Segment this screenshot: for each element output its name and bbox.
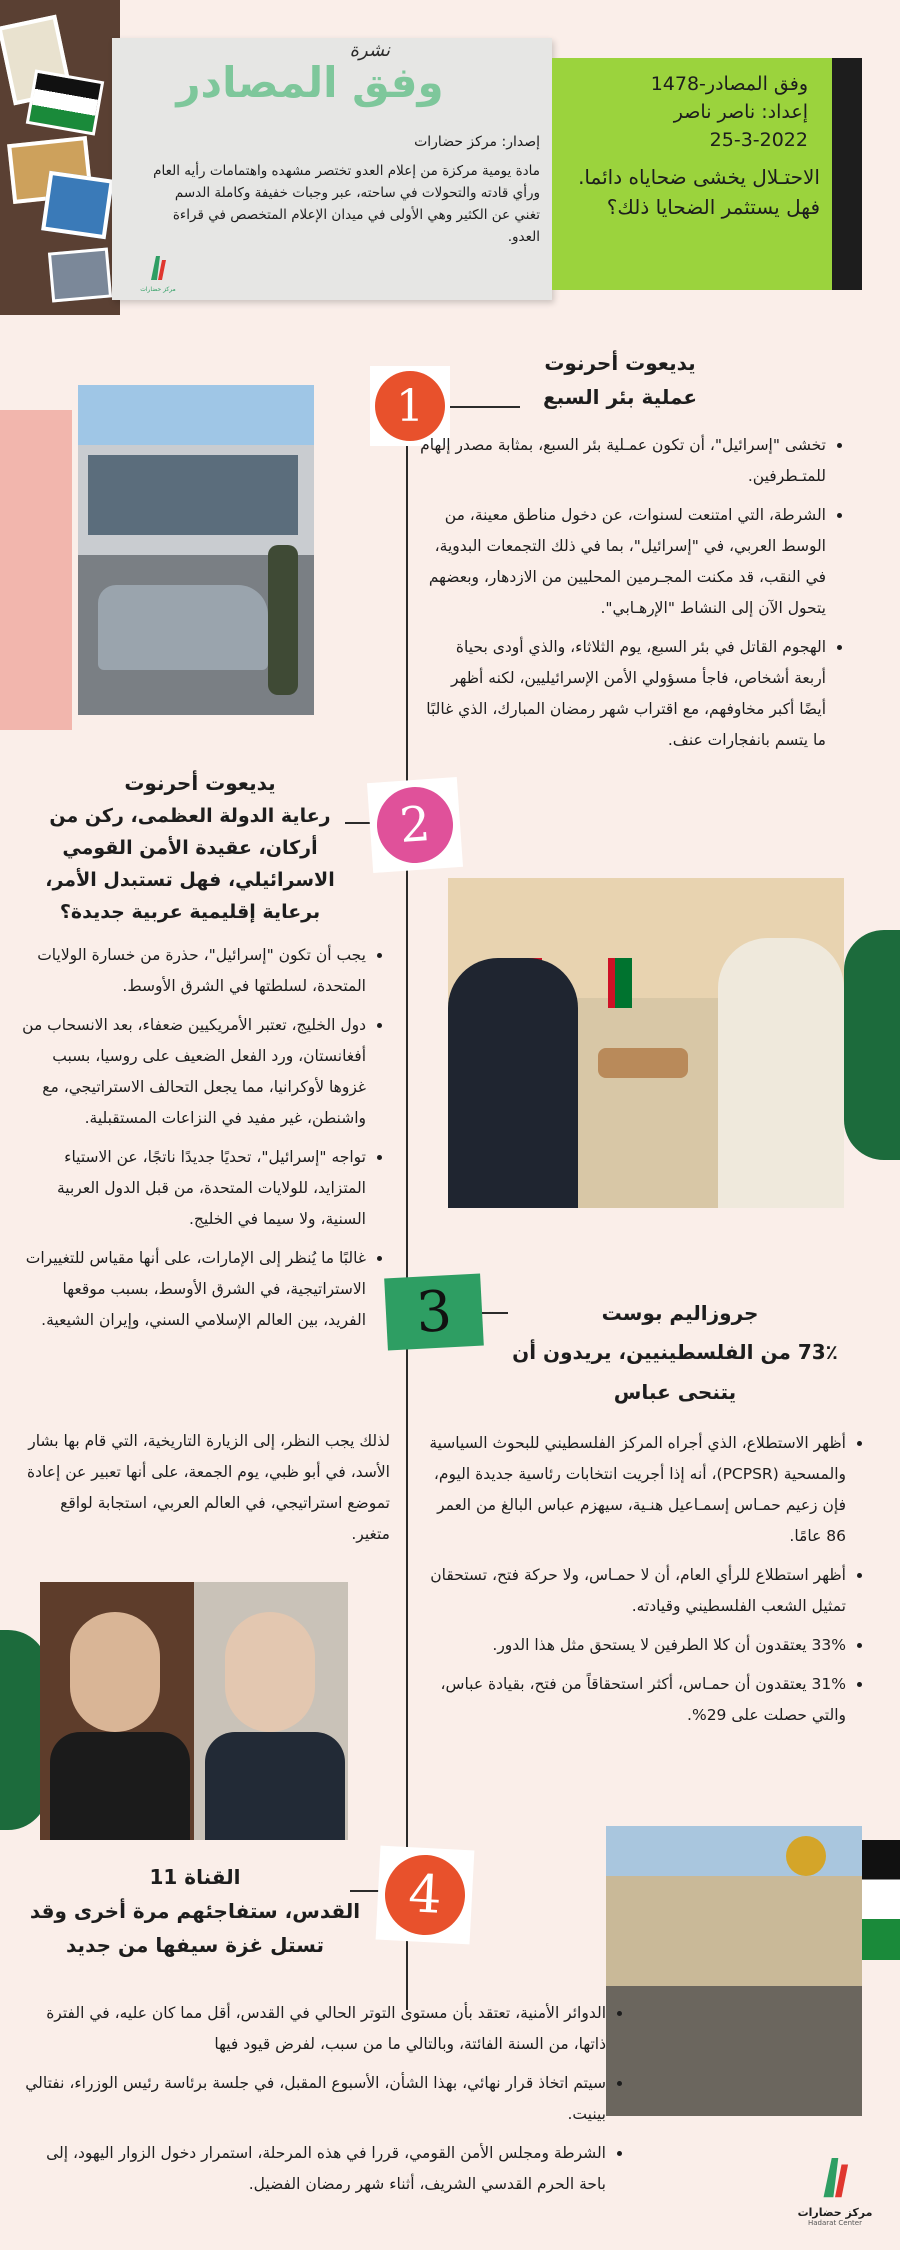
list-item: • دول الخليج، تعتبر الأمريكيين ضعفاء، بعد الانسحاب من أفغانستان، ورد الفعل الضعيف على روسيا، بسبب غزوها لأوكرانيا، مما يجعل التحالف الاستراتيجي، مع واشنطن، غير مفيد في النزاعات المستقبلية. [20,1010,366,1134]
brand-title: وفق المصادر [176,58,444,107]
section-3-number-badge [384,1274,484,1351]
list-item: • الدوائر الأمنية، تعتقد بأن مستوى التوتر الحالي في القدس، أقل مما كان عليه، في الفترة ذاتها، من السنة الفائتة، وبالتالي ما من سبب، لفرض قيود فيها [20,1998,606,2060]
section-4-source: القناة 11 [149,1865,241,1889]
list-item: • يجب أن تكون "إسرائيل"، حذرة من خسارة الولايات المتحدة، لسلطتها في الشرق الأوسط. [20,940,366,1002]
list-item: • غالبًا ما يُنظر إلى الإمارات، على أنها مقياس للتغييرات الاستراتيجية، في الشرق الأوسط، بسبب موقعها الفريد، بين العالم الإسلامي السني، وإيران الشيعية. [20,1243,366,1336]
timeline-line [406,380,408,2010]
section-1-source: يديعوت أحرنوت [544,351,696,375]
section-3-source: جروزاليم بوست [601,1301,759,1325]
section-1-number: 1 [396,380,424,432]
decor-green-leaf-right [844,930,900,1160]
header-logo-text: مركز حضارات [140,286,176,293]
section-2-title: رعاية الدولة العظمى، ركن من أركان، عقيدة الأمن القومي الاسرائيلي، فهل تستبدل الأمر، برعاية إقليمية عربية جديدة؟ [45,805,335,923]
section-1-title: عملية بئر السبع [542,385,698,409]
hadarat-logo-icon [817,2150,853,2202]
brand-script: نشرة [349,40,390,61]
section-2-paragraph: لذلك يجب النظر، إلى الزيارة التاريخية، التي قام بها بشار الأسد، في أبو ظبي، يوم الجمعة، على أنها تعبير عن إعادة تموضع استراتيجي، في العالم العربي، استجابة لواقع متغير. [27,1432,390,1543]
decor-pink-strip-1 [0,410,72,730]
header-logo [138,252,178,298]
issue-number: وفق المصادر-1478 [650,73,808,95]
section-1-bullets [420,430,850,764]
section-3-title: 73٪ من الفلسطينيين، يريدون أن يتنحى عباس [512,1340,838,1404]
list-item: • أظهر استطلاع للرأي العام، أن لا حمـاس، ولا حركة فتح، تستحقان تمثيل الشعب الفلسطيني وقيادته. [420,1560,846,1622]
section-1-photo [78,385,314,715]
footer-logo-en: Hadarat Center [808,2219,862,2227]
section-4-bullets [20,1998,630,2208]
section-2-number-badge [367,777,463,873]
section-2-source: يديعوت أحرنوت [124,771,276,795]
list-item: • سيتم اتخاذ قرار نهائي، بهذا الشأن، الأسبوع المقبل، في جلسة برئاسة رئيس الوزراء، نفتالي بينيت. [20,2068,606,2130]
section-2-bullets [20,940,390,1344]
list-item: • تواجه "إسرائيل"، تحديًا جديدًا ناتجًا، عن الاستياء المتزايد، للولايات المتحدة، من قبل الدول العربية السنية، ولا سيما في الخليج. [20,1142,366,1235]
decor-flag-strip [862,1840,900,1960]
headline: الاحتـلال يخشى ضحاياه دائما. فهل يستثمر الضحايا ذلك؟ [578,165,820,219]
list-item: • 31% يعتقدون أن حمـاس، أكثر استحقاقاً من فتح، بقيادة عباس، والتي حصلت على 29%. [420,1669,846,1731]
footer-logo [790,2150,880,2230]
hadarat-logo-icon [147,252,169,282]
section-3-bullets [420,1428,870,1739]
collage-photos [0,0,120,315]
section-4-photo [606,1826,862,2116]
list-item: • أظهر الاستطلاع، الذي أجراه المركز الفلسطيني للبحوث السياسية والمسحية (PCPSR)، أنه إذا أجريت انتخابات رئاسية جديدة اليوم، فإن زعيم حمـاس إسمـاعيل هنـية، سيهزم عباس البالغ من العمر 86 عامًا. [420,1428,846,1552]
list-item: • الشرطة، التي امتنعت لسنوات، عن دخول مناطق معينة، من الوسط العربي، في "إسرائيل"، بما في ذلك التجمعات البدوية، في النقب، قد مكنت المجـرمين المحليين من الازدهار، وبعضهم يتحول الآن إلى النشاط "الإرهـابي". [420,500,826,624]
list-item: • الشرطة ومجلس الأمن القومي، قررا في هذه المرحلة، استمرار دخول الزوار اليهود، إلى باحة الحرم القدسي الشريف، أثناء شهر رمضان الفضيل. [20,2138,606,2200]
section-4-number-badge [376,1846,475,1945]
section-2-photo [448,878,844,1208]
section-4-number: 4 [406,1864,444,1926]
header [0,0,900,320]
author: إعداد: ناصر ناصر [673,101,808,123]
list-item: • تخشى "إسرائيل"، أن تكون عمـلية بئر السبع، بمثابة مصدر إلهام للمتـطرفين. [420,430,826,492]
section-3-photo [40,1582,348,1840]
publisher: إصدار: مركز حضارات [414,134,540,150]
list-item: • 33% يعتقدون أن كلا الطرفين لا يستحق مثل هذا الدور. [420,1630,846,1661]
section-3-number: 3 [414,1278,454,1346]
section-4-title: القدس، ستفاجئهم مرة أخرى وقد تستل غزة سيفها من جديد [29,1899,361,1957]
section-2-number: 2 [397,796,433,854]
issue-date: 25-3-2022 [709,129,808,151]
footer-logo-ar: مركز حضارات [797,2206,873,2219]
intro-description: مادة يومية مركزة من إعلام العدو تختصر مشهده واهتمامات رأيه العام ورأي قادته والتحولات في ساحته، عبر وجبات خفيفة وكاملة الدسم تغني عن الكثير وهي الأولى في ميدان الإعلام المتخصص في قراءة العدو. [153,163,540,245]
list-item: • الهجوم القاتل في بئر السبع، يوم الثلاثاء، والذي أودى بحياة أربعة أشخاص، فاجأ مسؤولي الأمن الإسرائيليين، لكنه أظهر أيضًا أكبر مخاوفهم، مع اقتراب شهر رمضان المبارك، الذي غالبًا ما يتسم بانفجارات عنف. [420,632,826,756]
